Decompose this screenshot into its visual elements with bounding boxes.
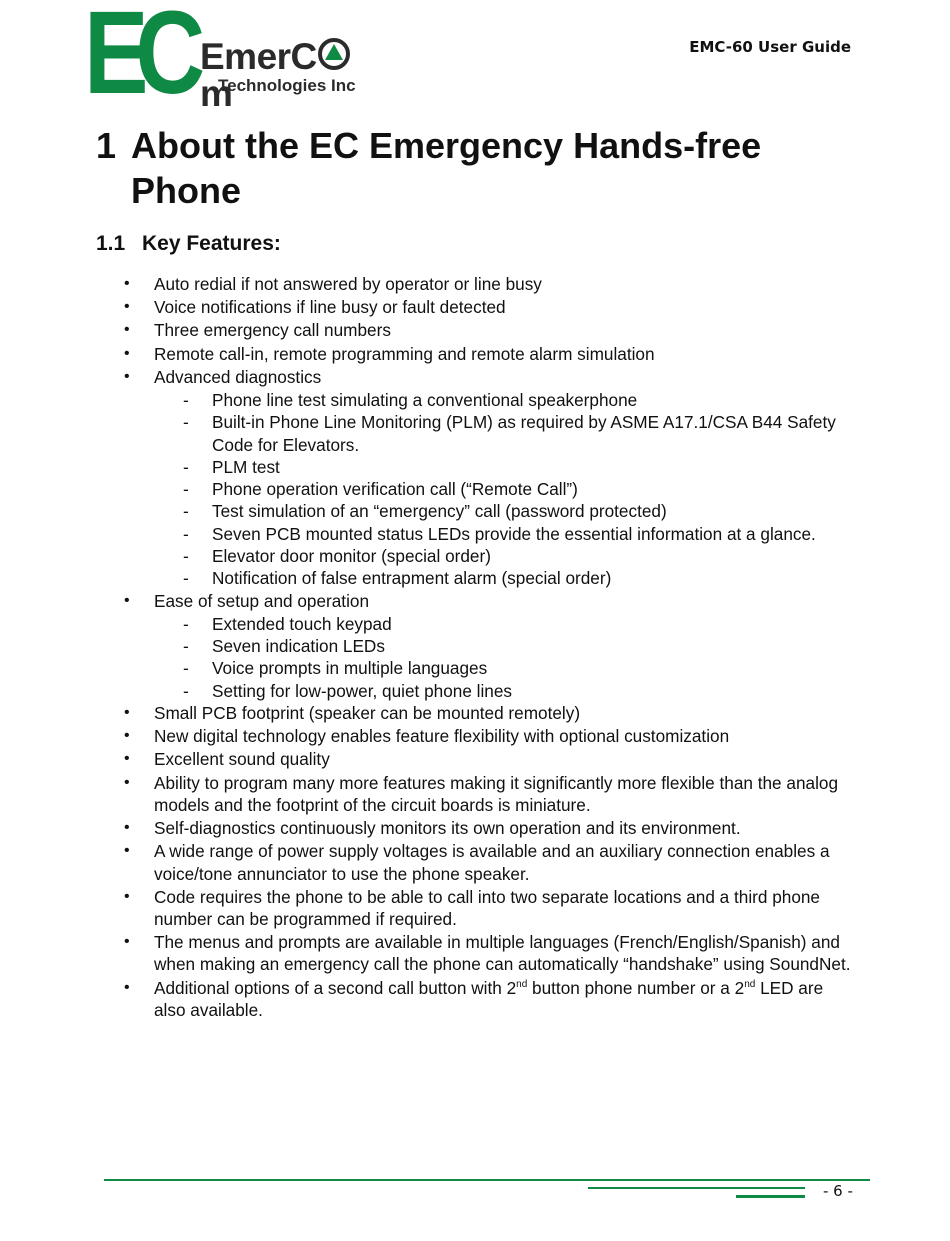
document-title: EMC-60 User Guide [689, 38, 851, 56]
feature-text: Ease of setup and operation [154, 590, 370, 611]
bullet-icon: • [124, 773, 130, 791]
feature-subitem [96, 545, 856, 567]
feature-text: Voice notifications if line busy or fault detected [154, 297, 506, 318]
logo-ec-mark: EC [84, 0, 193, 119]
bullet-icon: • [124, 842, 130, 860]
feature-subitem [96, 456, 856, 478]
feature-item [96, 725, 856, 747]
feature-subitem [96, 680, 856, 702]
feature-subitem [96, 500, 856, 522]
feature-text: Additional options of a second call button with 2nd button phone number or a 2nd LED are also available. [154, 977, 824, 1020]
section-title: About the EC Emergency Hands-free Phone [131, 125, 762, 211]
feature-item [96, 366, 856, 388]
subsection-number: 1.1 [96, 232, 126, 255]
feature-subitem-text: Setting for low-power, quiet phone lines [212, 680, 513, 701]
feature-subitem-text: PLM test [212, 456, 280, 477]
feature-item [96, 840, 856, 885]
logo-o-triangle-icon [318, 38, 350, 70]
feature-subitem-text: Test simulation of an “emergency” call (password protected) [212, 501, 667, 522]
dash-marker: - [183, 568, 189, 589]
logo-subtitle: Technologies Inc [218, 76, 356, 95]
dash-marker: - [183, 501, 189, 522]
bullet-icon: • [124, 703, 130, 721]
section-heading [96, 123, 816, 213]
feature-item [96, 817, 856, 839]
feature-text: A wide range of power supply voltages is available and an auxiliary connection enables a voice/tone annunciator to use the phone speaker. [154, 841, 830, 884]
logo-brand-name: EmerCm [200, 38, 376, 112]
feature-subitem-text: Voice prompts in multiple languages [212, 658, 488, 679]
feature-subitem-text: Phone line test simulating a conventional speakerphone [212, 389, 638, 410]
feature-text: Ability to program many more features making it significantly more flexible than the analog models and the footprint of the circuit boards is miniature. [154, 772, 839, 815]
feature-subitem [96, 635, 856, 657]
feature-subitem-text: Elevator door monitor (special order) [212, 546, 491, 567]
subsection-heading [96, 232, 281, 256]
feature-subitem [96, 411, 856, 456]
feature-item [96, 886, 856, 931]
feature-text: Auto redial if not answered by operator or line busy [154, 274, 542, 294]
dash-marker: - [183, 412, 189, 433]
feature-subitem-text: Phone operation verification call (“Remote Call”) [212, 479, 578, 500]
feature-text: Code requires the phone to be able to call into two separate locations and a third phone number can be programmed if required. [154, 886, 820, 929]
feature-text: Remote call-in, remote programming and remote alarm simulation [154, 343, 655, 364]
feature-item [96, 273, 856, 295]
dash-marker: - [183, 613, 189, 634]
dash-marker: - [183, 546, 189, 567]
bullet-icon: • [124, 978, 130, 996]
page-number: - 6 - [823, 1182, 853, 1200]
bullet-icon: • [124, 933, 130, 951]
feature-text: New digital technology enables feature flexibility with optional customization [154, 726, 730, 747]
feature-subitem [96, 478, 856, 500]
dash-marker: - [183, 389, 189, 410]
footer-rule [104, 1179, 870, 1181]
dash-marker: - [183, 456, 189, 477]
feature-text: Three emergency call numbers [154, 320, 391, 341]
feature-subitem [96, 389, 856, 411]
feature-item [96, 343, 856, 365]
feature-item [96, 590, 856, 612]
feature-item [96, 931, 856, 976]
bullet-icon: • [124, 344, 130, 362]
dash-marker: - [183, 479, 189, 500]
bullet-icon: • [124, 591, 130, 609]
feature-item [96, 296, 856, 318]
feature-item [96, 748, 856, 770]
subsection-title: Key Features: [142, 232, 281, 255]
bullet-icon: • [124, 275, 130, 292]
bullet-icon: • [124, 298, 130, 316]
key-features-list [96, 273, 856, 1022]
feature-subitem [96, 567, 856, 589]
dash-marker: - [183, 523, 189, 544]
feature-subitem [96, 657, 856, 679]
bullet-icon: • [124, 727, 130, 745]
bullet-icon: • [124, 321, 130, 339]
feature-subitem-text: Seven PCB mounted status LEDs provide the essential information at a glance. [212, 523, 816, 544]
footer-accent-rule [588, 1187, 805, 1189]
feature-subitem [96, 613, 856, 635]
feature-item-additional-options [96, 977, 856, 1022]
bullet-icon: • [124, 750, 130, 768]
dash-marker: - [183, 658, 189, 679]
dash-marker: - [183, 636, 189, 657]
feature-subitem-text: Extended touch keypad [212, 613, 392, 634]
feature-text: Excellent sound quality [154, 749, 330, 770]
section-number: 1 [96, 125, 117, 166]
bullet-icon: • [124, 887, 130, 905]
feature-text: Self-diagnostics continuously monitors its own operation and its environment. [154, 818, 741, 839]
feature-item [96, 319, 856, 341]
feature-subitem [96, 523, 856, 545]
feature-text: The menus and prompts are available in multiple languages (French/English/Spanish) and when making an emergency call the phone can automatically “handshake” using SoundNet. [154, 932, 851, 975]
feature-item [96, 772, 856, 817]
feature-subitem-text: Notification of false entrapment alarm (special order) [212, 568, 612, 589]
feature-subitem-text: Built-in Phone Line Monitoring (PLM) as required by ASME A17.1/CSA B44 Safety Code for Elevators. [212, 412, 836, 455]
feature-text: Small PCB footprint (speaker can be mounted remotely) [154, 702, 581, 723]
bullet-icon: • [124, 367, 130, 385]
bullet-icon: • [124, 819, 130, 837]
dash-marker: - [183, 680, 189, 701]
feature-text: Advanced diagnostics [154, 366, 322, 387]
feature-item [96, 702, 856, 724]
emercom-logo [84, 0, 376, 119]
feature-subitem-text: Seven indication LEDs [212, 636, 385, 657]
footer-accent-rule-short [736, 1195, 805, 1198]
